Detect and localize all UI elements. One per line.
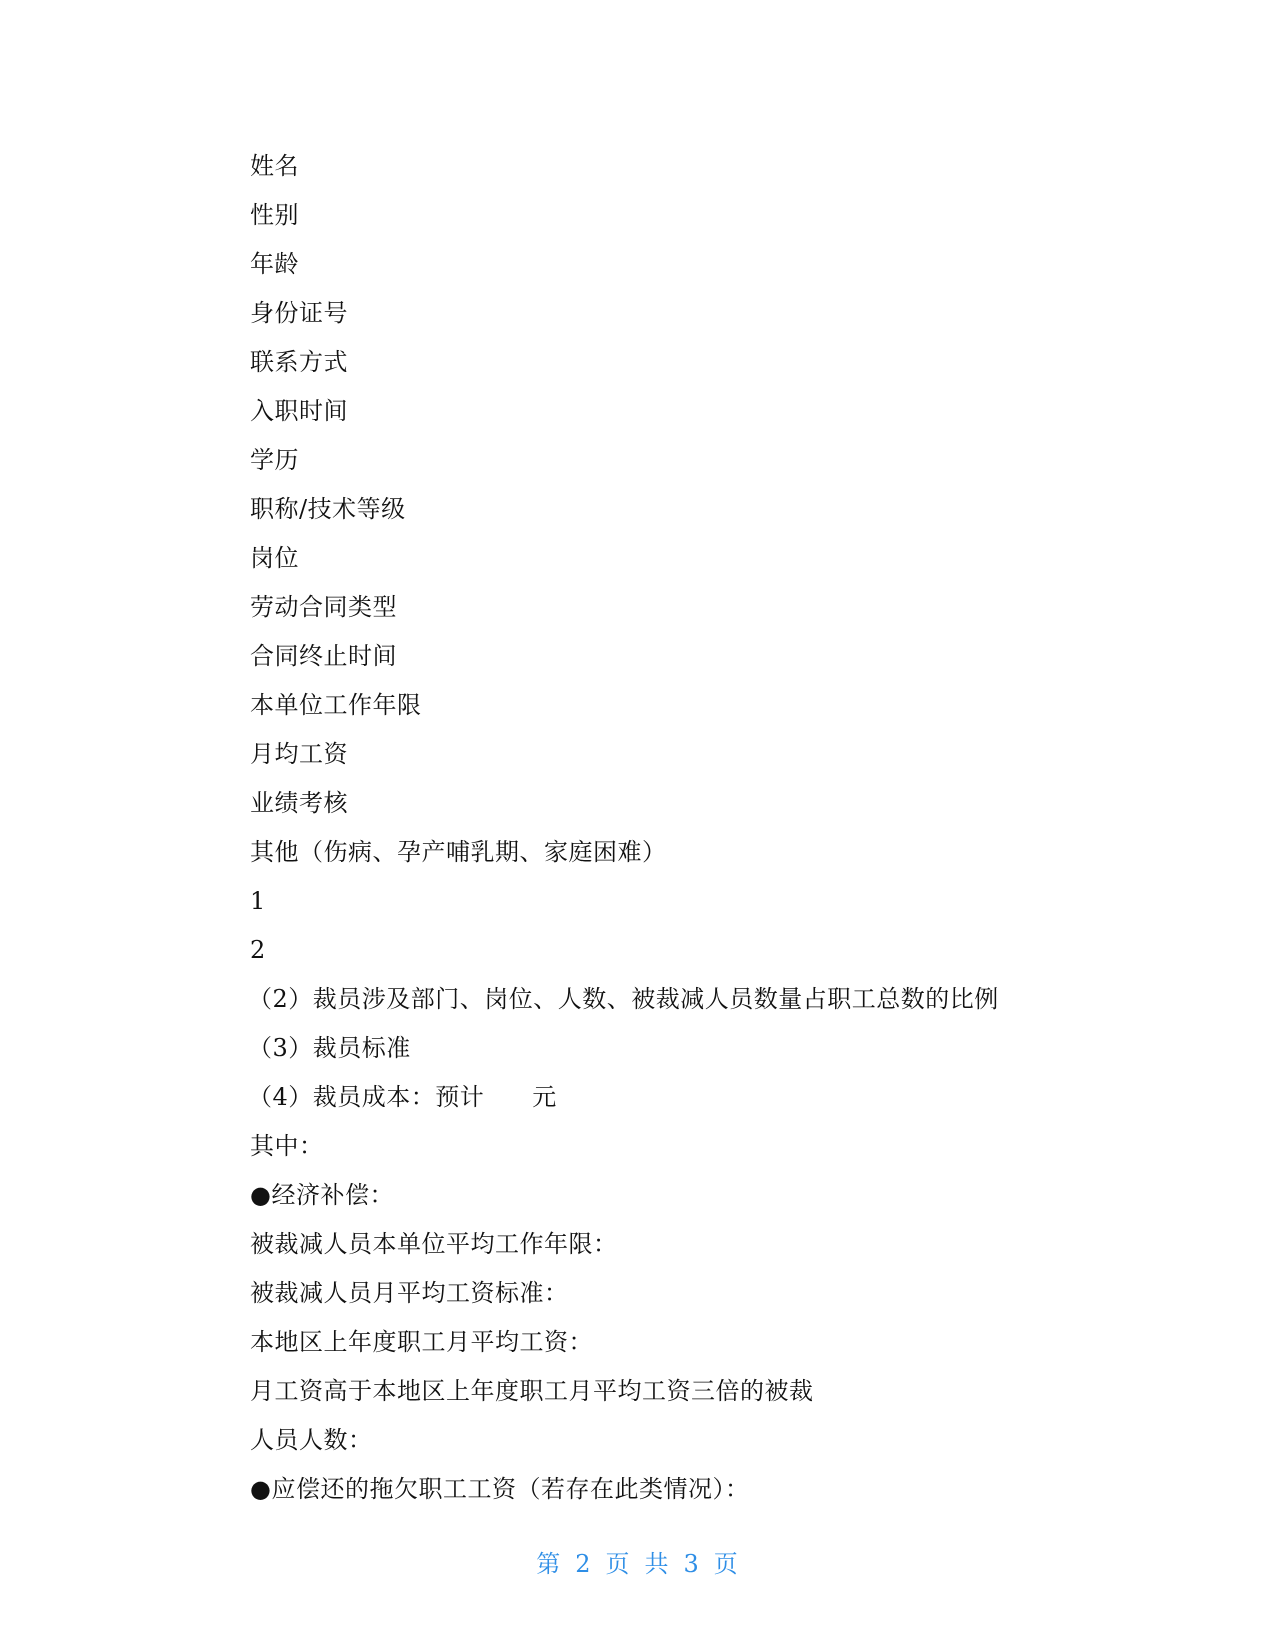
document-body [250,142,1110,1514]
item-3-criteria: （3）裁员标准 [248,1034,411,1062]
field-name: 姓名 [250,152,299,180]
field-other: 其他（伤病、孕产哺乳期、家庭困难） [250,838,667,866]
item-2-scope: （2）裁员涉及部门、岗位、人数、被裁减人员数量占职工总数的比例 [248,985,999,1013]
row-number-1: 1 [250,887,266,915]
field-position: 岗位 [250,544,299,572]
field-contract-end: 合同终止时间 [250,642,397,670]
avg-years-label: 被裁减人员本单位平均工作年限： [250,1230,618,1258]
regional-wage-label: 本地区上年度职工月平均工资： [250,1328,593,1356]
field-gender: 性别 [250,201,299,229]
bullet-arrears: ●应偿还的拖欠职工工资（若存在此类情况）： [250,1475,750,1503]
avg-wage-label: 被裁减人员月平均工资标准： [250,1279,569,1307]
field-education: 学历 [250,446,299,474]
field-hire-date: 入职时间 [250,397,348,425]
field-monthly-wage: 月均工资 [250,740,348,768]
footer-page-word: 页 [605,1550,631,1578]
row-number-2: 2 [250,936,266,964]
footer-total-word: 共 [644,1550,670,1578]
item-4-label: （4）裁员成本：预计 [248,1083,485,1111]
footer-suffix: 页 [713,1550,739,1578]
item-4-unit: 元 [532,1083,557,1111]
footer-total-pages: 3 [683,1550,700,1578]
page-footer [0,1544,1275,1579]
footer-page-number: 2 [575,1550,592,1578]
field-contact: 联系方式 [250,348,348,376]
among-label: 其中： [250,1132,324,1160]
field-years-of-service: 本单位工作年限 [250,691,422,719]
high-wage-line-1: 月工资高于本地区上年度职工月平均工资三倍的被裁 [250,1377,814,1405]
field-performance: 业绩考核 [250,789,348,817]
field-age: 年龄 [250,250,299,278]
item-4-cost [248,1073,1110,1122]
field-contract-type: 劳动合同类型 [250,593,397,621]
footer-prefix: 第 [536,1550,562,1578]
field-id-number: 身份证号 [250,299,348,327]
bullet-compensation: ●经济补偿： [250,1181,394,1209]
high-wage-line-2: 人员人数： [250,1426,373,1454]
field-title-level: 职称/技术等级 [250,495,406,523]
